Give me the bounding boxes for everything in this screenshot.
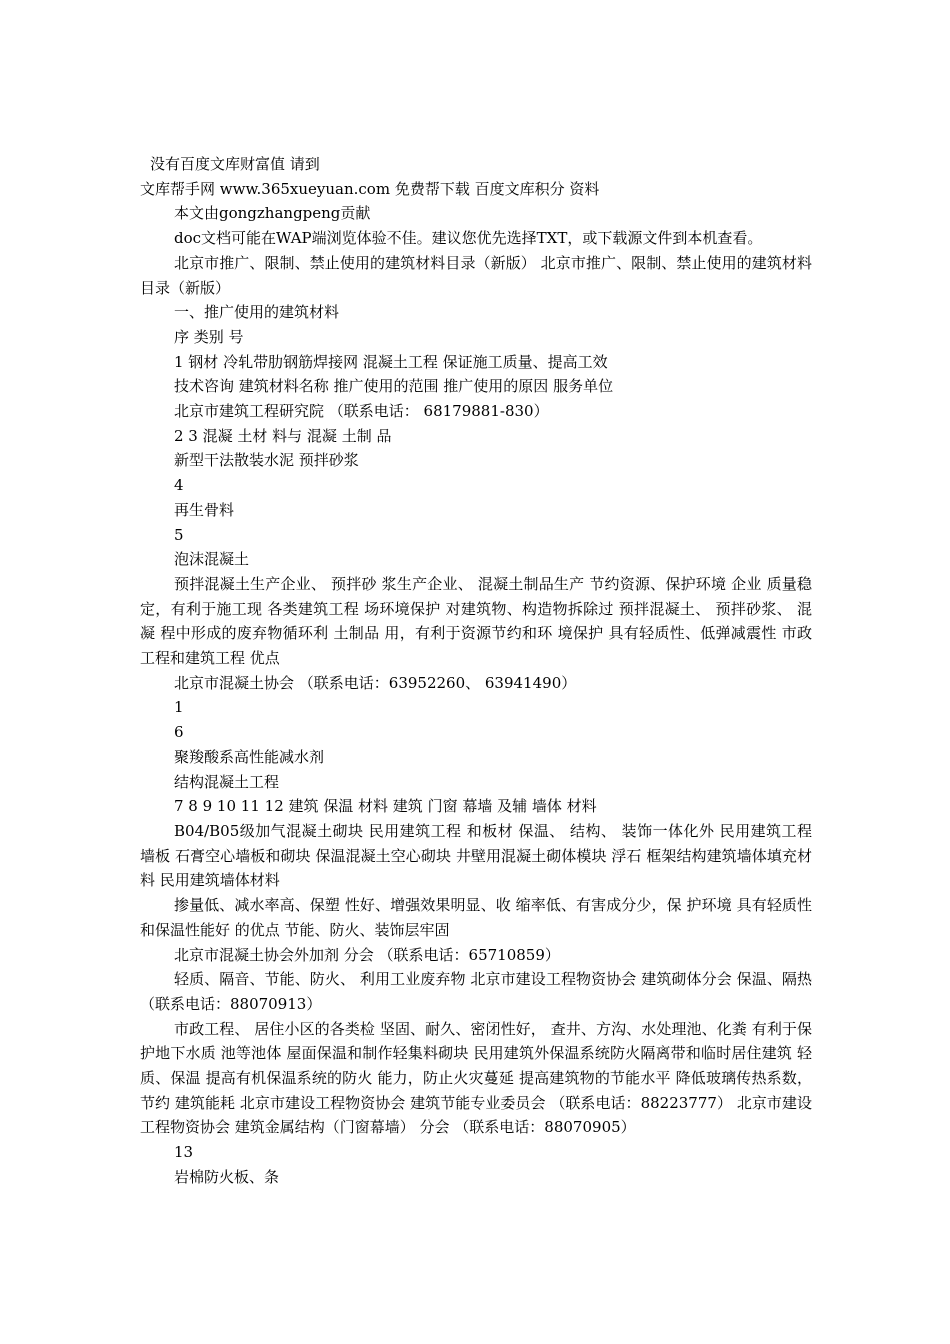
header-line-2: 文库帮手网 www.365xueyuan.com 免费帮下载 百度文库积分 资料 bbox=[140, 179, 600, 198]
paragraph: 结构混凝土工程 bbox=[174, 772, 280, 791]
paragraph: 泡沫混凝土 bbox=[174, 550, 250, 569]
paragraph: 新型干法散装水泥 预拌砂浆 bbox=[174, 451, 359, 470]
paragraph: 1 bbox=[174, 698, 184, 717]
paragraph: 北京市建筑工程研究院 （联系电话： 68179881-830） bbox=[174, 402, 549, 421]
paragraph: 市政工程、 居住小区的各类检 坚固、耐久、密闭性好， 查井、方沟、水处理池、化粪 有利于保护地下水质 池等池体 屋面保温和制作轻集料砌块 民用建筑外保温系统防火隔离带和临时居住建筑 轻质、保温 提高有机保温系统的防火 能力，防止火灾蔓延 提高建筑物的节能水平 降低玻璃传热系数，节约 建筑能耗 北京市建设工程物资协会 建筑节能专业委员会 （联系电话：88223777） 北京市建设工程物资协会 建筑金属结构（门窗幕墙） 分会 （联系电话：88070905） bbox=[140, 1019, 812, 1137]
header-line-1: 没有百度文库财富值 请到 bbox=[150, 155, 320, 173]
document-title: 北京市推广、限制、禁止使用的建筑材料目录（新版） 北京市推广、限制、禁止使用的建筑材料目录（新版） bbox=[140, 253, 812, 297]
contributor-line: 本文由gongzhangpeng贡献 bbox=[174, 204, 371, 223]
section-heading: 一、推广使用的建筑材料 bbox=[174, 303, 340, 322]
paragraph: 轻质、隔音、节能、防火、 利用工业废弃物 北京市建设工程物资协会 建筑砌体分会 保温、隔热 （联系电话：88070913） bbox=[140, 970, 812, 1013]
paragraph: 技术咨询 建筑材料名称 推广使用的范围 推广使用的原因 服务单位 bbox=[174, 377, 614, 396]
paragraph: 1 钢材 冷轧带肋钢筋焊接网 混凝土工程 保证施工质量、提高工效 bbox=[174, 352, 608, 371]
paragraph: 再生骨料 bbox=[174, 500, 235, 519]
wap-notice: doc文档可能在WAP端浏览体验不佳。建议您优先选择TXT，或下载源文件到本机查看。 bbox=[174, 229, 763, 248]
paragraph: 13 bbox=[174, 1143, 194, 1162]
paragraph: 6 bbox=[174, 723, 184, 742]
paragraph: 岩棉防火板、条 bbox=[174, 1167, 280, 1186]
paragraph: 北京市混凝土协会外加剂 分会 （联系电话：65710859） bbox=[174, 945, 560, 964]
paragraph: 聚羧酸系高性能减水剂 bbox=[174, 747, 325, 766]
table-header-line: 序 类别 号 bbox=[174, 327, 244, 346]
document-body bbox=[140, 152, 812, 1190]
paragraph: B04/B05级加气混凝土砌块 民用建筑工程 和板材 保温、 结构、 装饰一体化外 民用建筑工程 墙板 石膏空心墙板和砌块 保温混凝土空心砌块 井壁用混凝土砌体模块 浮石 框架结构建筑墙体填充材料 民用建筑墙体材料 bbox=[140, 821, 812, 890]
paragraph: 预拌混凝土生产企业、 预拌砂 浆生产企业、 混凝土制品生产 节约资源、保护环境 企业 质量稳定，有利于施工现 各类建筑工程 场环境保护 对建筑物、构造物拆除过 预拌混凝土、 预拌砂浆、 混凝 程中形成的废弃物循环利 土制品 用，有利于资源节约和环 境保护 具有轻质性、低弹减震性 市政工程和建筑工程 优点 bbox=[140, 574, 812, 668]
paragraph: 4 bbox=[174, 476, 184, 495]
paragraph: 北京市混凝土协会 （联系电话：63952260、 63941490） bbox=[174, 673, 577, 692]
paragraph: 7 8 9 10 11 12 建筑 保温 材料 建筑 门窗 幕墙 及辅 墙体 材料 bbox=[174, 797, 597, 816]
paragraph: 2 3 混凝 土材 料与 混凝 土制 品 bbox=[174, 426, 392, 445]
paragraph: 5 bbox=[174, 525, 184, 544]
paragraph: 掺量低、减水率高、保塑 性好、增强效果明显、收 缩率低、有害成分少，保 护环境 具有轻质性和保温性能好 的优点 节能、防火、装饰层牢固 bbox=[140, 896, 812, 939]
